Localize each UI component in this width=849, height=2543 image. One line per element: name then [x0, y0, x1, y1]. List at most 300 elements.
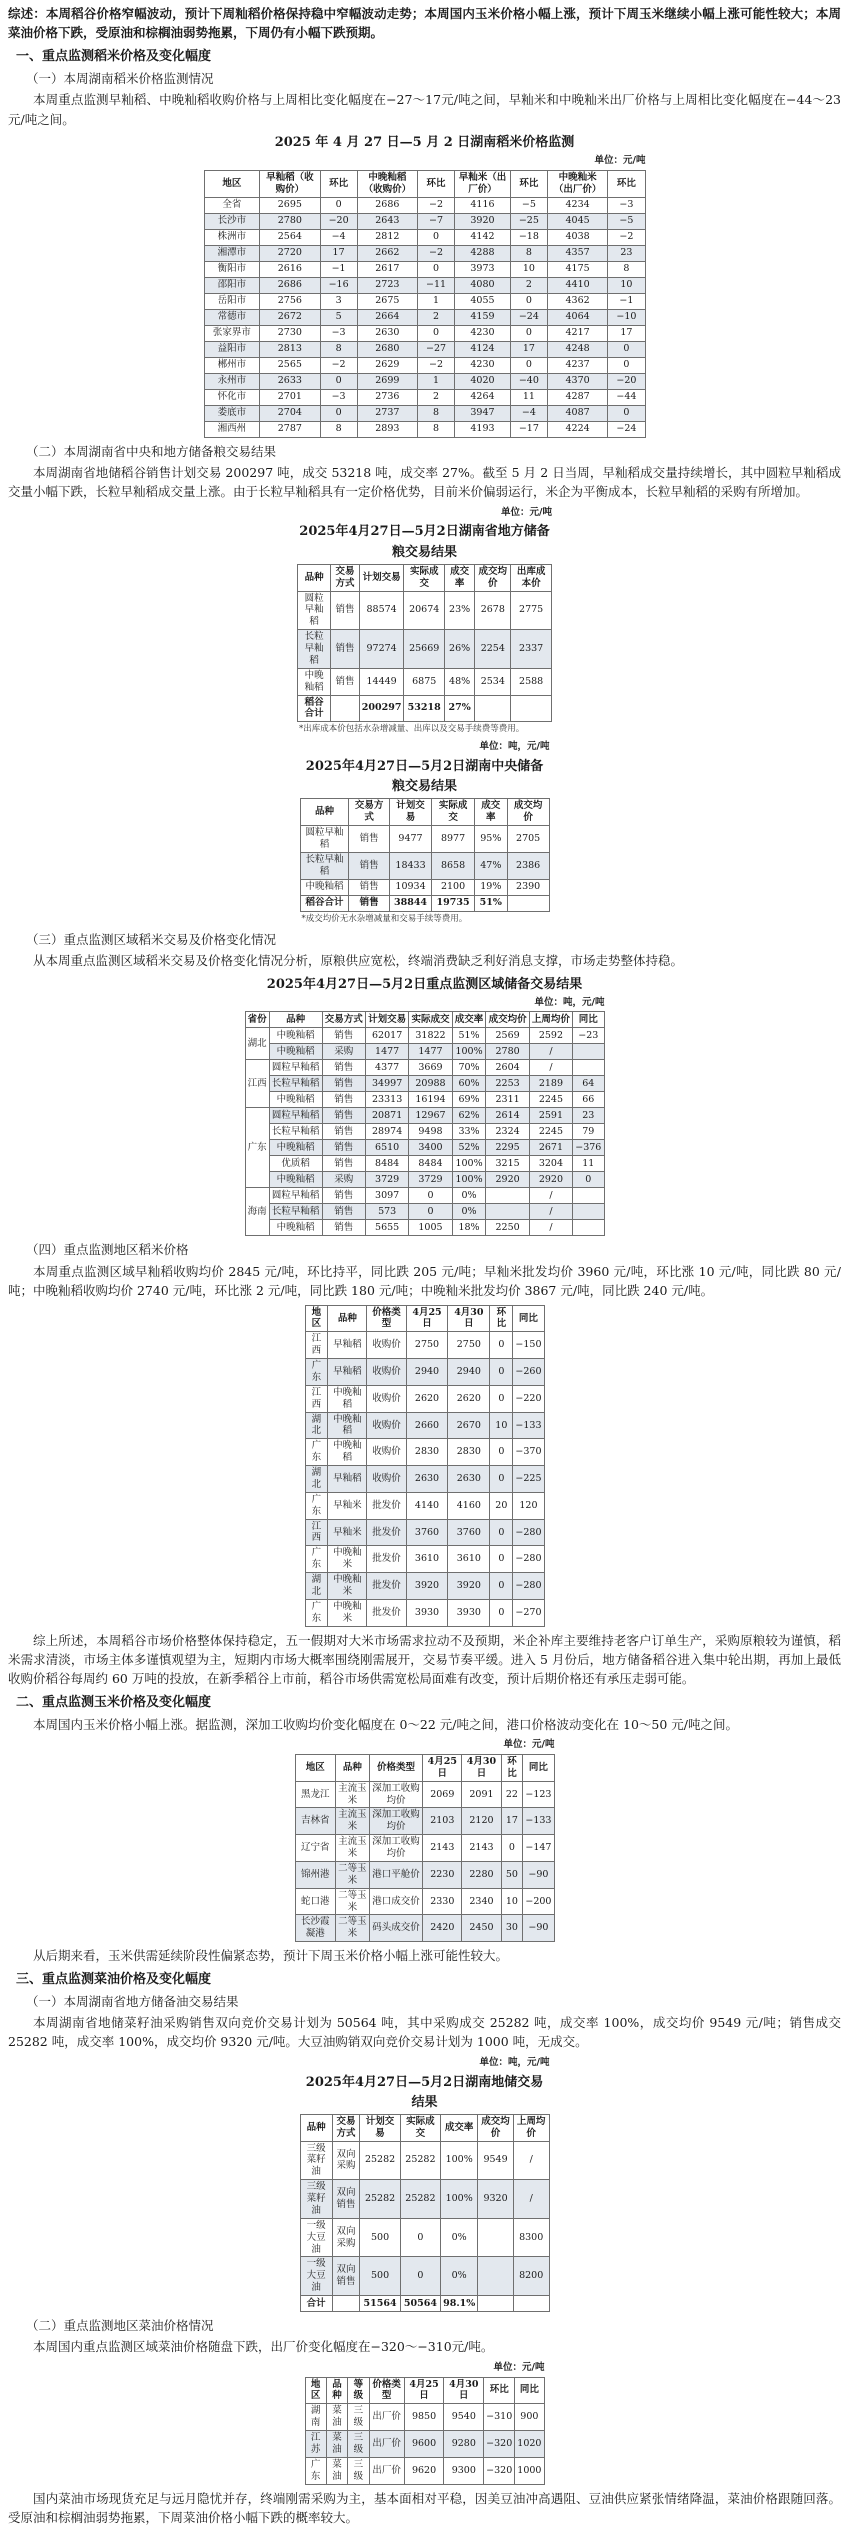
table-cell: 2660 — [406, 1412, 448, 1439]
table-cell: 9620 — [404, 2457, 444, 2484]
table-cell: −16 — [320, 277, 357, 293]
table-cell: 2324 — [486, 1124, 529, 1140]
column-header: 成交均价 — [507, 799, 549, 826]
column-header: 品种 — [300, 799, 349, 826]
table-cell: 早籼米 — [328, 1492, 367, 1519]
table-cell: 0 — [490, 1359, 513, 1386]
table-cell: 2695 — [260, 197, 320, 213]
table-cell: −20 — [608, 373, 645, 389]
table-cell: 全省 — [204, 197, 260, 213]
column-header: 交易方式 — [331, 564, 360, 591]
table-cell: 二等玉米 — [335, 1915, 369, 1942]
paragraph-oil-reserve: 本周湖南省地储菜籽油采购销售双向竞价交易计划为 50564 吨，其中采购成交 25282 吨，成交率 100%，成交均价 9549 元/吨；销售成交 25282 吨，成交率 100%，成交均价 9320 元/吨。大豆油购销双向竞价交易计划为 1000 吨，无成交。 — [8, 2015, 841, 2050]
table-cell: 25282 — [400, 2180, 440, 2219]
table-cell: 8300 — [513, 2218, 549, 2257]
table-cell: 4264 — [455, 389, 511, 405]
subsection-hunan-rice: （一）本周湖南稻米价格监测情况 — [26, 70, 214, 86]
table-cell: 2617 — [357, 261, 417, 277]
table-cell: 3729 — [409, 1172, 452, 1188]
table-cell: 湖南 — [305, 2404, 326, 2431]
table-cell: 菜油 — [326, 2457, 347, 2484]
table-cell — [573, 1044, 604, 1060]
table-cell: −3 — [320, 389, 357, 405]
subsection-regional-price: （四）重点监测地区稻米价格 — [26, 1242, 189, 1258]
table-cell: 长粒早籼稻 — [269, 1204, 322, 1220]
table-cell: 黑龙江 — [295, 1781, 335, 1808]
table-cell: 永州市 — [204, 373, 260, 389]
table-cell: 8658 — [432, 852, 475, 879]
section-rice-title: 一、重点监测稻米价格及变化幅度 — [16, 48, 212, 64]
table-cell: 3400 — [409, 1140, 452, 1156]
table-cell: 0 — [418, 229, 455, 245]
table-cell: −18 — [510, 229, 547, 245]
table-cell: 株洲市 — [204, 229, 260, 245]
table-row — [204, 261, 645, 277]
table-row — [305, 1412, 544, 1439]
table-cell: 20 — [490, 1492, 513, 1519]
table-cell: −27 — [418, 341, 455, 357]
table-cell: 100% — [452, 1172, 486, 1188]
table-cell: 圆粒早籼稻 — [269, 1188, 322, 1204]
paragraph-hunan-rice: 本周重点监测早籼稻、中晚籼稻收购价格与上周相比变化幅度在−27～17元/吨之间，早籼米和中晚籼米出厂价格与上周相比变化幅度在−44～23元/吨之间。 — [8, 92, 841, 127]
table-cell: / — [513, 2141, 549, 2180]
table-cell: 98.1% — [441, 2296, 478, 2312]
table-cell: 销售 — [322, 1092, 365, 1108]
table-cell: 销售 — [322, 1060, 365, 1076]
table-cell: 深加工收购均价 — [369, 1808, 422, 1835]
table-cell: 2812 — [357, 229, 417, 245]
column-header: 品种 — [298, 564, 331, 591]
table-cell: 吉林省 — [295, 1808, 335, 1835]
table-cell — [331, 695, 360, 722]
column-header: 上周均价 — [529, 1012, 572, 1028]
table-cell: −133 — [513, 1412, 544, 1439]
table-row — [204, 357, 645, 373]
table-cell: 2189 — [529, 1076, 572, 1092]
table-title: 2025年4月27日—5月2日湖南中央储备粮交易结果 — [305, 759, 544, 795]
oil-reserve-table-block — [300, 2056, 550, 2312]
table-cell: 3973 — [455, 261, 511, 277]
table-cell: 4140 — [406, 1492, 448, 1519]
column-header: 中晚籼米（出厂价） — [547, 170, 607, 197]
table-cell: 2091 — [462, 1781, 501, 1808]
table-cell: 2120 — [462, 1808, 501, 1835]
table-cell: 收购价 — [367, 1332, 406, 1359]
table-cell: 2670 — [448, 1412, 490, 1439]
table-cell: 0 — [501, 1835, 523, 1862]
table-cell: −44 — [608, 389, 645, 405]
paragraph-oil-price: 本周国内重点监测区域菜油价格随盘下跌，出厂价变化幅度在−320～−310元/吨。 — [33, 2339, 494, 2355]
table-cell: 0% — [441, 2257, 478, 2296]
table-cell: 0 — [418, 325, 455, 341]
table-cell: 三级菜籽油 — [300, 2180, 332, 2219]
table-cell: 三级 — [348, 2404, 369, 2431]
table-cell: 31822 — [409, 1028, 452, 1044]
table-cell: 2780 — [260, 213, 320, 229]
table-row — [204, 213, 645, 229]
table-cell: 2330 — [423, 1888, 462, 1915]
table-cell: 12967 — [409, 1108, 452, 1124]
table-cell: 0 — [490, 1466, 513, 1493]
table-cell: 长沙霞凝港 — [295, 1915, 335, 1942]
table-cell: −2 — [608, 229, 645, 245]
table-cell: 菜油 — [326, 2431, 347, 2458]
column-header: 同比 — [515, 2377, 544, 2404]
table-cell: 中晚籼稻 — [269, 1172, 322, 1188]
table-cell: 0 — [608, 357, 645, 373]
table-cell: 批发价 — [367, 1573, 406, 1600]
table-row — [204, 293, 645, 309]
table-cell: 销售 — [331, 630, 360, 669]
summary: 综述：本周稻谷价格窄幅波动，预计下周籼稻价格保持稳中窄幅波动走势；本周国内玉米价格小幅上涨，预计下周玉米继续小幅上涨可能性较大；本周菜油价格下跌，受原油和棕榈油弱势拖累，下周仍有小幅下跌预期。 — [8, 6, 841, 41]
table-cell: 2450 — [462, 1915, 501, 1942]
table-cell: 25282 — [360, 2180, 400, 2219]
table-cell: 2680 — [357, 341, 417, 357]
table-cell: 9320 — [478, 2180, 514, 2219]
table-cell: 2720 — [260, 245, 320, 261]
table-cell: 0 — [573, 1172, 604, 1188]
table-cell: −5 — [608, 213, 645, 229]
table-cell: 9850 — [404, 2404, 444, 2431]
table-cell: 2254 — [475, 630, 511, 669]
table-row — [300, 2141, 549, 2180]
table-cell: 2311 — [486, 1092, 529, 1108]
table-cell: 收购价 — [367, 1412, 406, 1439]
table-cell: 19735 — [432, 895, 475, 911]
table-cell: 573 — [365, 1204, 408, 1220]
province-cell: 江西 — [245, 1060, 269, 1108]
table-cell: 62% — [452, 1108, 486, 1124]
table-cell: / — [529, 1188, 572, 1204]
table-cell: 2280 — [462, 1861, 501, 1888]
table-cell: 2390 — [507, 879, 549, 895]
column-header: 品种 — [300, 2114, 332, 2141]
table-cell: 1477 — [365, 1044, 408, 1060]
table-cell: 广东 — [305, 1492, 328, 1519]
table-cell: −1 — [608, 293, 645, 309]
paragraph-hunan-reserve: 本周湖南省地储稻谷销售计划交易 200297 吨，成交 53218 吨，成交率 27%。截至 5 月 2 日当周，早籼稻成交量持续增长，其中圆粒早籼稻成交量小幅下跌，长粒早籼稻成交量上涨。由于长粒早籼稻具有一定价格优势，目前米价偏弱运行，米企为平衡成本，长粒早籼稻的采购有所增加。 — [8, 465, 841, 500]
table-cell: 主流玉米 — [335, 1835, 369, 1862]
table-cell: 一级大豆油 — [300, 2257, 332, 2296]
table-cell: 9600 — [404, 2431, 444, 2458]
column-header: 等级 — [348, 2377, 369, 2404]
table-row — [295, 1835, 554, 1862]
table-cell: / — [529, 1044, 572, 1060]
table-cell: 3930 — [406, 1599, 448, 1626]
table-cell: 0% — [452, 1188, 486, 1204]
table-cell: 广东 — [305, 1439, 328, 1466]
table-row — [245, 1172, 604, 1188]
table-cell: 4038 — [547, 229, 607, 245]
table-cell: 25282 — [360, 2141, 400, 2180]
table-cell: 2701 — [260, 389, 320, 405]
table-cell: 批发价 — [367, 1492, 406, 1519]
table-cell: 收购价 — [367, 1439, 406, 1466]
table-cell: 4217 — [547, 325, 607, 341]
column-header: 省份 — [245, 1012, 269, 1028]
table-cell: 62017 — [365, 1028, 408, 1044]
column-header: 计划交易 — [365, 1012, 408, 1028]
table-cell: 4087 — [547, 405, 607, 421]
table-cell: 双向销售 — [332, 2257, 360, 2296]
table-cell: 2616 — [260, 261, 320, 277]
table-cell: 0 — [320, 197, 357, 213]
table-cell: −4 — [320, 229, 357, 245]
table-cell: 2940 — [406, 1359, 448, 1386]
paragraph-corn-outlook: 从后期来看，玉米供需延续阶段性偏紧态势，预计下周玉米价格小幅上涨可能性较大。 — [33, 1948, 509, 1964]
central-reserve-table-block — [300, 740, 550, 925]
table-cell: 4224 — [547, 421, 607, 437]
table-cell: 500 — [360, 2257, 400, 2296]
table-row — [300, 826, 549, 853]
table-cell: −220 — [513, 1385, 544, 1412]
table-cell: 深加工收购均价 — [369, 1835, 422, 1862]
table-cell: 9280 — [444, 2431, 484, 2458]
table-cell: 江西 — [305, 1519, 328, 1546]
table-cell: 100% — [441, 2141, 478, 2180]
table-cell: 51% — [474, 895, 507, 911]
table-cell: 中晚籼稻 — [300, 879, 349, 895]
table-cell: 97274 — [359, 630, 404, 669]
table-cell: 2386 — [507, 852, 549, 879]
column-header: 实际成交 — [404, 564, 445, 591]
table-cell: −320 — [484, 2431, 515, 2458]
table-cell: 8 — [510, 245, 547, 261]
table-cell: 0 — [409, 1188, 452, 1204]
table-cell: 2723 — [357, 277, 417, 293]
table-cell: 69% — [452, 1092, 486, 1108]
table-cell: 25282 — [400, 2141, 440, 2180]
section-oil-title: 三、重点监测菜油价格及变化幅度 — [16, 1971, 212, 1987]
column-header: 实际成交 — [400, 2114, 440, 2141]
table-cell: 3097 — [365, 1188, 408, 1204]
table-cell: 23313 — [365, 1092, 408, 1108]
subsection-oil-price: （二）重点监测地区菜油价格情况 — [26, 2318, 214, 2334]
table-cell: 销售 — [322, 1076, 365, 1092]
column-header: 成交率 — [452, 1012, 486, 1028]
table-cell: 2704 — [260, 405, 320, 421]
table-cell — [478, 2296, 514, 2312]
corn-price-table — [295, 1754, 555, 1942]
table-header-row — [305, 1305, 544, 1332]
table-cell — [478, 2257, 514, 2296]
column-header: 计划交易 — [360, 2114, 400, 2141]
table-cell: 郴州市 — [204, 357, 260, 373]
table-cell: 8 — [418, 405, 455, 421]
table-cell: 二等玉米 — [335, 1861, 369, 1888]
table-cell: 20988 — [409, 1076, 452, 1092]
table-title: 2025年4月27日—5月2日重点监测区域储备交易结果 — [266, 976, 583, 992]
table-cell: 广东 — [305, 1599, 328, 1626]
table-cell: −133 — [523, 1808, 554, 1835]
table-cell: 2643 — [357, 213, 417, 229]
table-cell: 2 — [418, 389, 455, 405]
table-unit: 单位：吨，元/吨 — [534, 996, 605, 1008]
table-cell — [573, 1188, 604, 1204]
table-cell: 长粒早籼稻 — [300, 852, 349, 879]
table-cell: 衡阳市 — [204, 261, 260, 277]
column-header: 环比 — [320, 170, 357, 197]
table-cell: 4288 — [455, 245, 511, 261]
table-cell: 2604 — [486, 1060, 529, 1076]
table-cell: 5 — [320, 309, 357, 325]
table-cell: 销售 — [331, 591, 360, 630]
table-cell: 8484 — [409, 1156, 452, 1172]
table-cell: 二等玉米 — [335, 1888, 369, 1915]
column-header: 环比 — [510, 170, 547, 197]
table-cell: 2678 — [475, 591, 511, 630]
table-cell: 8 — [320, 341, 357, 357]
table-cell: 4142 — [455, 229, 511, 245]
table-cell: 2675 — [357, 293, 417, 309]
table-cell: 120 — [513, 1492, 544, 1519]
table-cell: 1000 — [515, 2457, 544, 2484]
table-cell: 1 — [418, 373, 455, 389]
table-cell — [475, 695, 511, 722]
table-cell: 早籼米 — [328, 1519, 367, 1546]
table-row — [245, 1108, 604, 1124]
table-cell: 9477 — [389, 826, 432, 853]
table-cell: −24 — [510, 309, 547, 325]
table-cell: 2775 — [511, 591, 552, 630]
table-cell: 双向采购 — [332, 2141, 360, 2180]
table-cell: 38844 — [389, 895, 432, 911]
table-row — [305, 1466, 544, 1493]
table-cell: 10 — [510, 261, 547, 277]
column-header: 4月30日 — [448, 1305, 490, 1332]
table-cell: 10 — [608, 277, 645, 293]
table-cell: 2787 — [260, 421, 320, 437]
table-cell: 优质稻 — [269, 1156, 322, 1172]
table-cell: 2069 — [423, 1781, 462, 1808]
province-cell: 海南 — [245, 1188, 269, 1236]
column-header: 交易方式 — [332, 2114, 360, 2141]
table-row — [245, 1140, 604, 1156]
table-cell: 菜油 — [326, 2404, 347, 2431]
province-cell: 广东 — [245, 1108, 269, 1188]
table-row — [204, 325, 645, 341]
table-cell: 2569 — [486, 1028, 529, 1044]
table-cell: 0 — [409, 1204, 452, 1220]
table-cell: 23 — [608, 245, 645, 261]
table-row — [245, 1060, 604, 1076]
table-note: *出库成本价包括水杂增减量、出库以及交易手续费等费用。 — [299, 724, 525, 735]
table-cell: 2100 — [432, 879, 475, 895]
table-cell: −40 — [510, 373, 547, 389]
table-cell: 4357 — [547, 245, 607, 261]
table-cell: 三级 — [348, 2431, 369, 2458]
table-cell: 0 — [490, 1519, 513, 1546]
table-cell: 中晚籼稻 — [328, 1385, 367, 1412]
table-cell: 2699 — [357, 373, 417, 389]
table-cell: 9498 — [409, 1124, 452, 1140]
table-cell: 圆粒早籼稻 — [300, 826, 349, 853]
column-header: 4月25日 — [404, 2377, 444, 2404]
table-cell: 中晚籼稻 — [269, 1092, 322, 1108]
table-cell: 4124 — [455, 341, 511, 357]
table-row — [298, 630, 552, 669]
table-cell: 11 — [573, 1156, 604, 1172]
table-cell: 17 — [320, 245, 357, 261]
table-header-row — [295, 1754, 554, 1781]
table-cell: 0 — [608, 405, 645, 421]
table-cell: 9540 — [444, 2404, 484, 2431]
table-cell — [573, 1060, 604, 1076]
table-row — [204, 229, 645, 245]
table-cell: 销售 — [322, 1156, 365, 1172]
table-cell: 60% — [452, 1076, 486, 1092]
table-cell: 销售 — [322, 1204, 365, 1220]
table-cell: 8 — [320, 421, 357, 437]
table-cell: 4116 — [455, 197, 511, 213]
table-cell: 17 — [501, 1808, 523, 1835]
table-cell: 出厂价 — [369, 2431, 404, 2458]
table-cell: 0% — [452, 1204, 486, 1220]
table-cell: 广东 — [305, 2457, 326, 2484]
column-header: 中晚籼稻（收购价） — [357, 170, 417, 197]
table-cell: 50564 — [400, 2296, 440, 2312]
table-cell: 出厂价 — [369, 2457, 404, 2484]
table-cell: 3729 — [365, 1172, 408, 1188]
table-cell: 88574 — [359, 591, 404, 630]
subsection-regional-trade: （三）重点监测区域稻米交易及价格变化情况 — [26, 931, 277, 947]
column-header: 成交率 — [444, 564, 474, 591]
table-cell: 收购价 — [367, 1385, 406, 1412]
column-header: 成交均价 — [486, 1012, 529, 1028]
table-cell: 2893 — [357, 421, 417, 437]
table-row — [245, 1156, 604, 1172]
column-header: 成交率 — [441, 2114, 478, 2141]
table-row — [245, 1188, 604, 1204]
column-header: 4月30日 — [462, 1754, 501, 1781]
table-cell: 26% — [444, 630, 474, 669]
table-cell: 主流玉米 — [335, 1781, 369, 1808]
central-reserve-table — [300, 798, 550, 911]
table-cell: −376 — [573, 1140, 604, 1156]
table-cell: 收购价 — [367, 1466, 406, 1493]
table-cell: 0 — [400, 2218, 440, 2257]
table-cell: 4064 — [547, 309, 607, 325]
column-header: 交易方式 — [349, 799, 389, 826]
table-cell: −3 — [320, 325, 357, 341]
regional-rice-price-table — [305, 1305, 545, 1627]
table-cell: 3947 — [455, 405, 511, 421]
table-cell: 港口成交价 — [369, 1888, 422, 1915]
table-cell: −280 — [513, 1573, 544, 1600]
subsection-oil-reserve: （一）本周湖南省地方储备油交易结果 — [26, 1993, 239, 2009]
regional-reserve-table — [245, 1011, 605, 1236]
table-cell: 销售 — [322, 1188, 365, 1204]
table-cell: 中晚籼米 — [328, 1546, 367, 1573]
table-cell: 合计 — [300, 2296, 332, 2312]
table-row — [245, 1076, 604, 1092]
table-cell: 70% — [452, 1060, 486, 1076]
table-cell: 4370 — [547, 373, 607, 389]
table-cell: 2295 — [486, 1140, 529, 1156]
table-row — [295, 1888, 554, 1915]
table-cell: 2780 — [486, 1044, 529, 1060]
table-cell: 港口平舱价 — [369, 1861, 422, 1888]
table-cell: 早籼稻 — [328, 1466, 367, 1493]
table-cell: 6510 — [365, 1140, 408, 1156]
table-cell: 3 — [320, 293, 357, 309]
column-header: 出库成本价 — [511, 564, 552, 591]
table-cell: 销售 — [322, 1124, 365, 1140]
table-cell: 100% — [452, 1044, 486, 1060]
hunan-rice-price-table-block — [204, 133, 646, 438]
table-cell: 23 — [573, 1108, 604, 1124]
column-header: 品种 — [335, 1754, 369, 1781]
